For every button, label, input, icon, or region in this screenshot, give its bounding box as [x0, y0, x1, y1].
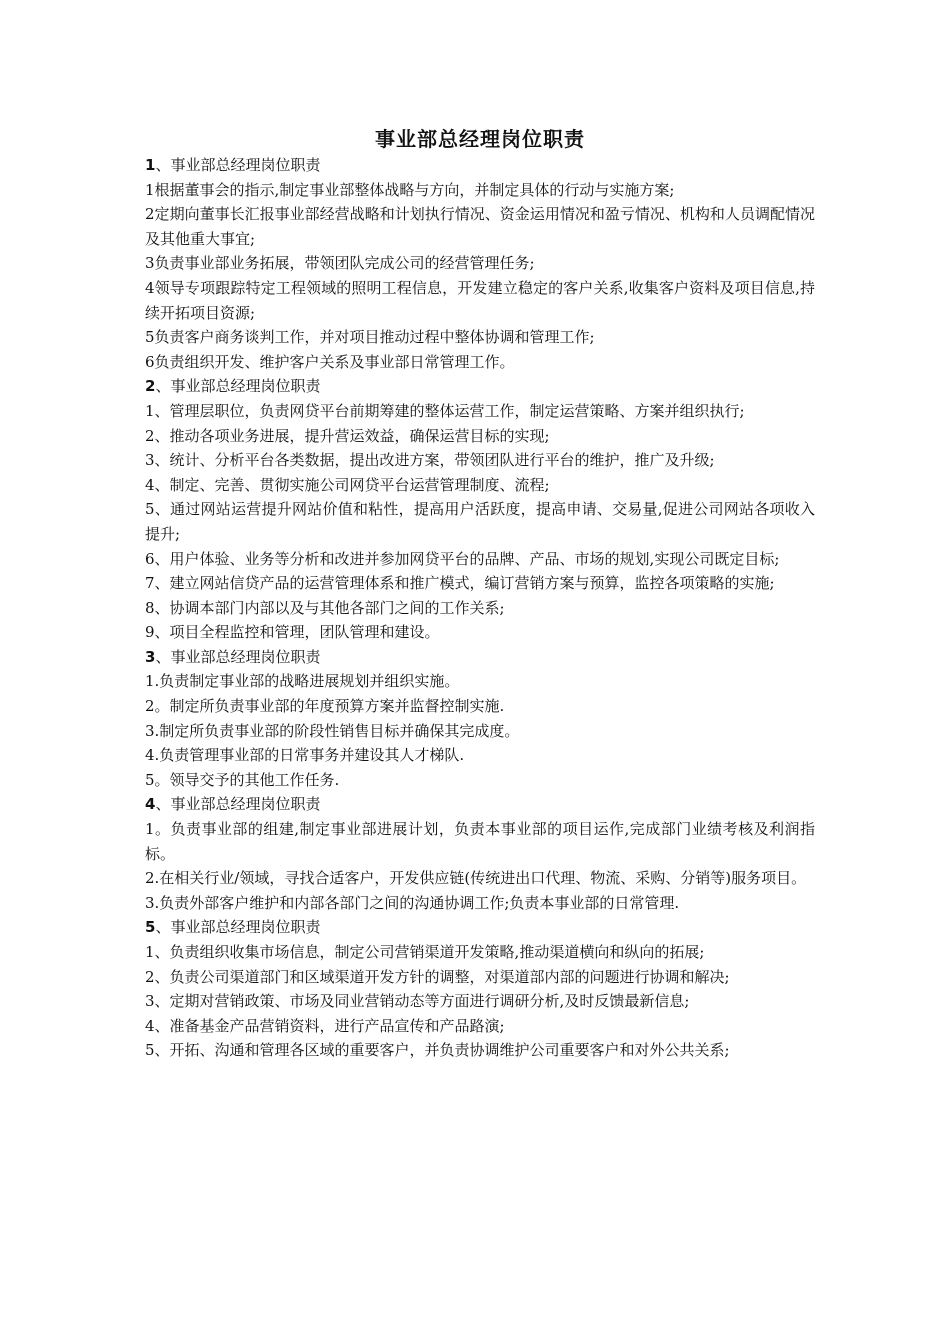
document-page [145, 125, 815, 1063]
section-heading-text: 、事业部总经理岗位职责 [155, 377, 321, 396]
section-heading-text: 、事业部总经理岗位职责 [155, 156, 321, 174]
section-heading [145, 915, 815, 940]
duty-item: 4.负责管理事业部的日常事务并建设其人才梯队. [145, 746, 465, 765]
duty-item: 1、负责组织收集市场信息，制定公司营销渠道开发策略,推动渠道横向和纵向的拓展; [145, 943, 705, 961]
section-3 [145, 645, 815, 793]
duty-item: 3.制定所负责事业部的阶段性销售目标并确保其完成度。 [145, 721, 520, 740]
duty-item: 2、负责公司渠道部门和区域渠道开发方针的调整，对渠道部内部的问题进行协调和解决; [145, 967, 730, 986]
document-body [145, 153, 815, 1063]
section-heading [145, 792, 815, 817]
duty-item: 2.在相关行业/领域，寻找合适客户，开发供应链(传统进出口代理、物流、采购、分销等)服务项目。 [145, 869, 807, 888]
section-number: 5 [145, 918, 156, 937]
duty-item: 5。领导交予的其他工作任务. [145, 770, 340, 789]
duty-item: 5负责客户商务谈判工作，并对项目推动过程中整体协调和管理工作; [145, 328, 595, 347]
duty-item: 1根据董事会的指示,制定事业部整体战略与方向，并制定具体的行动与实施方案; [145, 180, 675, 199]
duty-item: 1、管理层职位，负责网贷平台前期筹建的整体运营工作，制定运营策略、方案并组织执行; [145, 401, 745, 420]
duty-item: 5、开拓、沟通和管理各区域的重要客户，并负责协调维护公司重要客户和对外公共关系; [145, 1041, 730, 1060]
section-number: 3 [145, 647, 156, 666]
section-heading [145, 374, 815, 399]
duty-item: 2、推动各项业务进展，提升营运效益，确保运营目标的实现; [145, 426, 550, 445]
section-4 [145, 792, 815, 915]
section-heading-text: 、事业部总经理岗位职责 [155, 918, 321, 937]
section-heading-text: 、事业部总经理岗位职责 [155, 795, 321, 814]
section-5 [145, 915, 815, 1063]
section-number: 4 [145, 795, 156, 814]
duty-item: 9、项目全程监控和管理，团队管理和建设。 [145, 623, 440, 642]
duty-item: 3、定期对营销政策、市场及同业营销动态等方面进行调研分析,及时反馈最新信息; [145, 992, 690, 1011]
section-1 [145, 153, 815, 374]
duty-item: 4、制定、完善、贯彻实施公司网贷平台运营管理制度、流程; [145, 475, 550, 494]
duty-item: 8、协调本部门内部以及与其他各部门之间的工作关系; [145, 598, 505, 617]
duty-item: 1.负责制定事业部的战略进展规划并组织实施。 [145, 672, 460, 691]
section-number: 1 [145, 156, 156, 174]
section-heading-text: 、事业部总经理岗位职责 [155, 647, 321, 666]
section-heading [145, 645, 815, 670]
duty-item: 7、建立网站信贷产品的运营管理体系和推广模式，编订营销方案与预算，监控各项策略的实施; [145, 574, 775, 593]
duty-item: 4领导专项跟踪特定工程领域的照明工程信息，开发建立稳定的客户关系,收集客户资料及项目信息,持续开拓项目资源; [145, 278, 815, 322]
duty-item: 3负责事业部业务拓展，带领团队完成公司的经营管理任务; [145, 254, 535, 273]
page-title: 事业部总经理岗位职责 [375, 127, 585, 151]
duty-item: 1。负责事业部的组建,制定事业部进展计划，负责本事业部的项目运作,完成部门业绩考核及利润指标。 [145, 820, 815, 863]
duty-item: 6、用户体验、业务等分析和改进并参加网贷平台的品牌、产品、市场的规划,实现公司既定目标; [145, 549, 780, 568]
section-2 [145, 374, 815, 645]
duty-item: 4、准备基金产品营销资料，进行产品宣传和产品路演; [145, 1016, 505, 1035]
duty-item: 2。制定所负责事业部的年度预算方案并监督控制实施. [145, 697, 505, 716]
duty-item: 2定期向董事长汇报事业部经营战略和计划执行情况、资金运用情况和盈亏情况、机构和人员调配情况及其他重大事宜; [145, 205, 815, 248]
duty-item: 6负责组织开发、维护客户关系及事业部日常管理工作。 [145, 352, 515, 371]
section-number: 2 [145, 377, 156, 396]
duty-item: 3、统计、分析平台各类数据，提出改进方案，带领团队进行平台的维护，推广及升级; [145, 451, 715, 470]
duty-item: 5、通过网站运营提升网站价值和粘性，提高用户活跃度，提高申请、交易量,促进公司网站各项收入提升; [145, 500, 815, 543]
duty-item: 3.负责外部客户维护和内部各部门之间的沟通协调工作;负责本事业部的日常管理. [145, 893, 680, 912]
section-heading [145, 153, 815, 178]
